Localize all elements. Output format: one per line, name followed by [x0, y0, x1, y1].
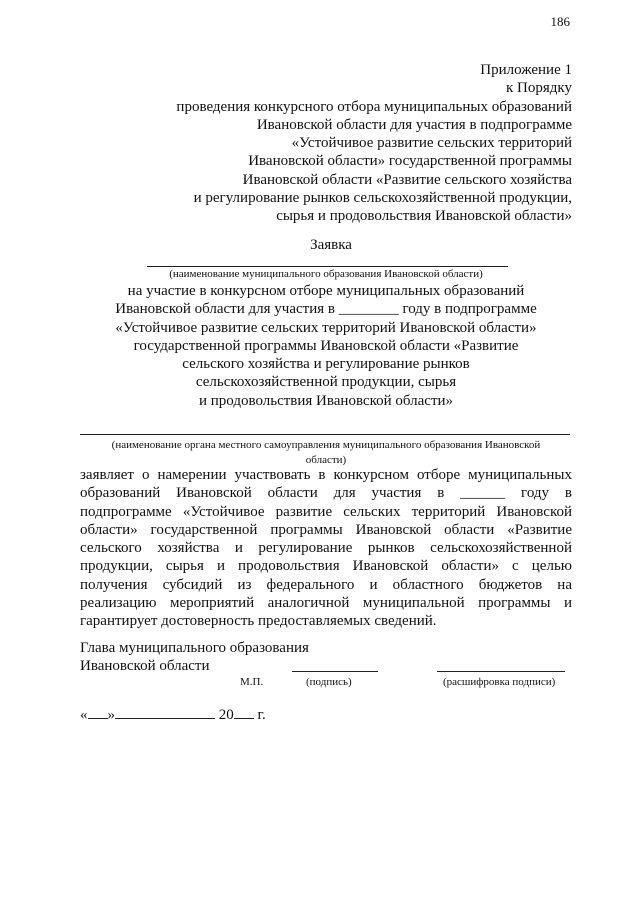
request-line: на участие в конкурсном отборе муниципальных образований [127, 283, 525, 299]
appendix-line: Приложение 1 [480, 62, 572, 78]
document-title: Заявка [310, 237, 352, 253]
year-suffix: г. [257, 707, 266, 723]
appendix-line: проведения конкурсного отбора муниципальных образований [176, 98, 572, 115]
request-text [80, 282, 572, 410]
statement-line: реализацию мероприятий аналогичной муниципальной программы и [80, 595, 572, 612]
signatory-title [80, 639, 309, 676]
year-prefix: 20 [218, 707, 234, 723]
appendix-line: сырья и продовольствия Ивановской области» [276, 208, 572, 225]
statement-line: заявляет о намерении участвовать в конкурсном отборе муниципальных [80, 467, 572, 483]
decryption-caption: (расшифровка подписи) [443, 676, 556, 688]
appendix-header [80, 61, 572, 226]
municipality-name-line [147, 266, 508, 267]
appendix-line: к Порядку [506, 80, 572, 97]
local-authority-name-line [80, 434, 570, 435]
local-authority-name-caption [80, 438, 572, 468]
statement-line: сельского хозяйства и регулирование рынков сельскохозяйственной [80, 540, 572, 557]
signatory-line: Глава муниципального образования [80, 640, 309, 656]
statement-line: продукции, сырья и продовольствия Ивановской области» с целью [80, 558, 572, 575]
date-field [80, 706, 266, 724]
request-line: и продовольствия Ивановской области» [198, 392, 454, 409]
statement-text [80, 466, 572, 631]
signature-decryption-line [437, 671, 565, 672]
signature-caption: (подпись) [306, 676, 352, 688]
request-line: «Устойчивое развитие сельских территорий Ивановской области» [115, 319, 537, 336]
appendix-line: «Устойчивое развитие сельских территорий [291, 135, 572, 152]
request-line: Ивановской области для участия в ________ году в подпрограмме [115, 301, 537, 318]
request-line: государственной программы Ивановской области «Развитие [133, 337, 519, 354]
caption-line: области) [305, 454, 347, 466]
date-open-quote: « [80, 707, 88, 723]
statement-line: гарантирует достоверность предоставляемых сведений. [80, 613, 437, 630]
appendix-line: Ивановской области для участия в подпрограмме [256, 116, 572, 133]
page-number: 186 [550, 14, 570, 29]
signature-line [292, 671, 378, 672]
statement-line: области» государственной программы Ивановской области «Развитие [80, 521, 572, 538]
appendix-line: и регулирование рынков сельскохозяйственной продукции, [193, 190, 572, 207]
appendix-line: Ивановской области» государственной программы [248, 153, 572, 170]
statement-line: образований Ивановской области для участия в ______ году в [80, 485, 572, 502]
municipality-name-caption: (наименование муниципального образования Ивановской области) [169, 268, 483, 280]
signatory-line: Ивановской области [80, 658, 210, 675]
stamp-label: М.П. [240, 676, 264, 688]
date-close-quote: » [107, 707, 115, 723]
caption-line: (наименование органа местного самоуправления муниципального образования Ивановской [111, 439, 541, 451]
statement-line: получения субсидий из федерального и областного бюджетов на [80, 576, 572, 593]
appendix-line: Ивановской области «Развитие сельского хозяйства [242, 171, 572, 188]
year-blank [234, 706, 254, 719]
request-line: сельского хозяйства и регулирование рынков [182, 356, 470, 373]
request-line: сельскохозяйственной продукции, сырья [195, 374, 457, 391]
day-blank [88, 706, 108, 719]
statement-line: подпрограмме «Устойчивое развитие сельских территорий Ивановской [80, 503, 572, 520]
month-blank [115, 706, 215, 719]
